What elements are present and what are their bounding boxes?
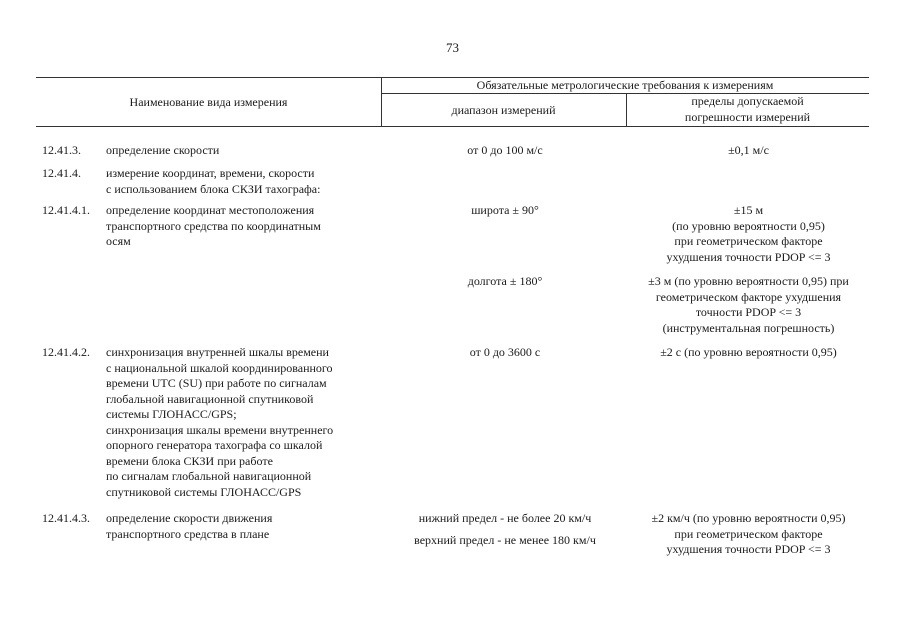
row-number: 12.41.4.3.	[42, 511, 90, 525]
row-number: 12.41.4.	[42, 166, 81, 180]
row-name: синхронизация внутренней шкалы времени с национальной шкалой координированного времени UTC (SU) при работе по сигналам глобальной навигационной спутниковой системы ГЛОНАСС/GPS; синхронизация шкалы времени внутреннего опорного генератора тахографа со шкалой времени блока СКЗИ при работе по сигналам глобальной навигационной спутниковой системы ГЛОНАСС/GPS	[106, 345, 334, 499]
header-group: Обязательные метрологические требования к измерениям	[476, 78, 774, 92]
row-error: ±15 м (по уровню вероятности 0,95) при геометрическом факторе ухудшения точности PDOP <= 3	[666, 203, 831, 264]
header-range: диапазон измерений	[451, 103, 556, 117]
row-range: широта ± 90°	[471, 203, 539, 217]
header-error: пределы допускаемой погрешности измерений	[684, 94, 811, 124]
header-bottom-rule	[36, 126, 869, 127]
row-range-secondary: долгота ± 180°	[467, 274, 543, 288]
row-error-secondary: ±3 м (по уровню вероятности 0,95) при геометрическом факторе ухудшения точности PDOP <= 3 (инструментальная погрешность)	[648, 274, 849, 335]
row-range-secondary: верхний предел - не менее 180 км/ч	[414, 533, 596, 547]
row-number: 12.41.4.2.	[42, 345, 90, 359]
row-name: определение координат местоположения транспортного средства по координатным осям	[106, 203, 321, 248]
row-name: определение скорости	[106, 143, 220, 157]
row-error: ±2 с (по уровню вероятности 0,95)	[660, 345, 837, 359]
row-error: ±2 км/ч (по уровню вероятности 0,95) при геометрическом факторе ухудшения точности PDOP <= 3	[651, 511, 846, 556]
row-name: измерение координат, времени, скорости с использованием блока СКЗИ тахографа:	[106, 166, 321, 196]
row-name: определение скорости движения транспортного средства в плане	[106, 511, 273, 541]
page-number: 73	[446, 40, 459, 55]
header-name: Наименование вида измерения	[129, 95, 288, 109]
row-error: ±0,1 м/с	[728, 143, 769, 157]
row-number: 12.41.4.1.	[42, 203, 90, 217]
row-number: 12.41.3.	[42, 143, 81, 157]
row-range: от 0 до 100 м/с	[467, 143, 543, 157]
row-range: нижний предел - не более 20 км/ч	[418, 511, 592, 525]
row-range: от 0 до 3600 с	[469, 345, 541, 359]
